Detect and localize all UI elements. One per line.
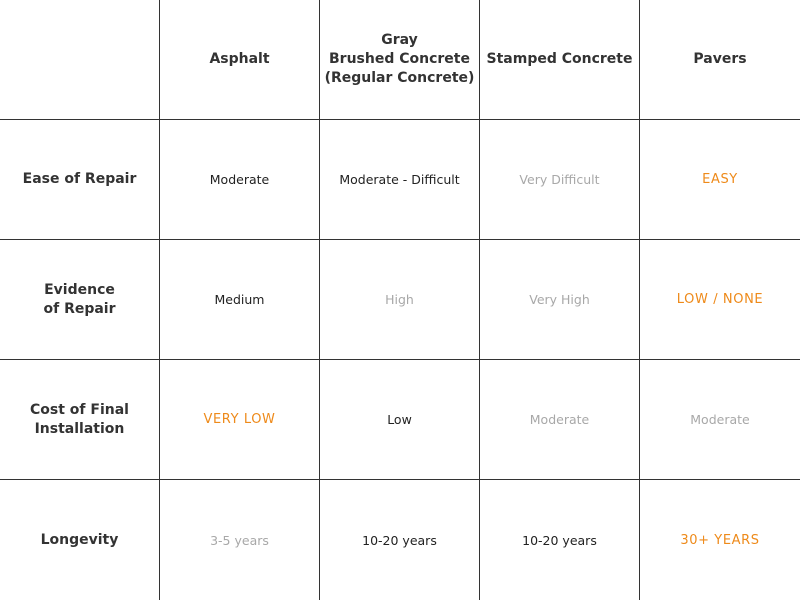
- table-cell: Medium: [160, 240, 320, 360]
- table-cell: VERY LOW: [160, 360, 320, 480]
- table-cell: 10-20 years: [480, 480, 640, 600]
- column-header-pavers: Pavers: [640, 0, 800, 120]
- table-cell: 3-5 years: [160, 480, 320, 600]
- table-cell: Moderate: [480, 360, 640, 480]
- table-cell: Moderate: [640, 360, 800, 480]
- corner-cell: [0, 0, 160, 120]
- table-cell: EASY: [640, 120, 800, 240]
- table-cell: High: [320, 240, 480, 360]
- row-label-cost-of-final-installation: Cost of Final Installation: [0, 360, 160, 480]
- table-cell: 30+ YEARS: [680, 532, 760, 548]
- table-cell: Very Difficult: [480, 120, 640, 240]
- column-header-asphalt: Asphalt: [160, 0, 320, 120]
- table-cell: Low: [320, 360, 480, 480]
- row-label-evidence-of-repair: Evidence of Repair: [0, 240, 160, 360]
- table-cell: 10-20 years: [320, 480, 480, 600]
- table-cell: Moderate: [160, 120, 320, 240]
- row-label-ease-of-repair: Ease of Repair: [0, 120, 160, 240]
- row-label-longevity: Longevity: [0, 480, 160, 600]
- table-cell: Very High: [480, 240, 640, 360]
- table-cell: LOW / NONE: [640, 240, 800, 360]
- column-header-stamped-concrete: Stamped Concrete: [480, 0, 640, 120]
- column-header-gray-brushed-concrete: Gray Brushed Concrete (Regular Concrete): [320, 0, 480, 120]
- table-cell: Moderate - Difficult: [320, 120, 480, 240]
